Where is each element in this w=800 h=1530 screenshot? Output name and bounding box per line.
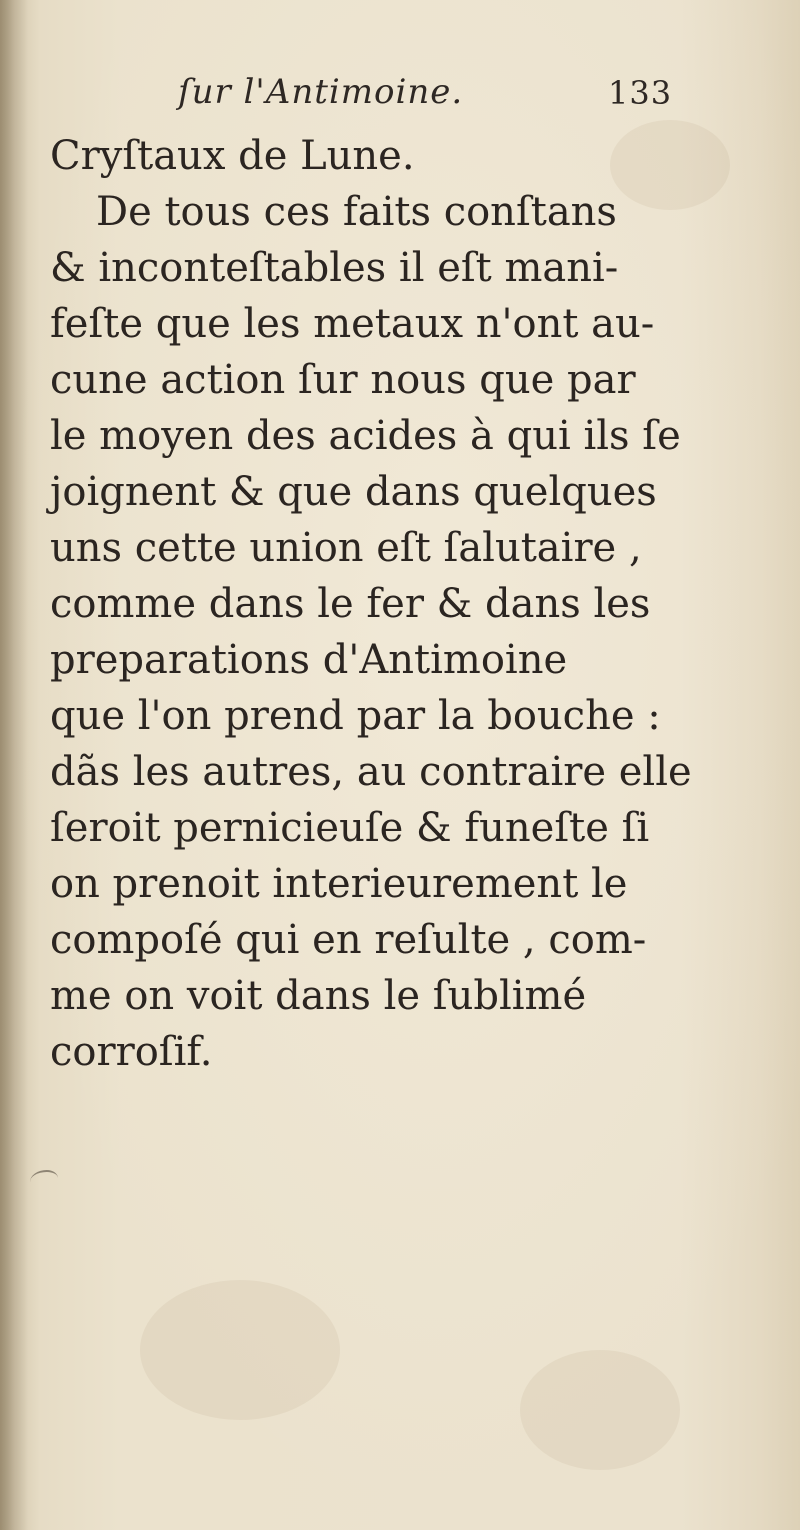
text-line: joignent & que dans quelques [50, 469, 657, 515]
page-number: 133 [608, 74, 673, 112]
paper-stain [140, 1280, 340, 1420]
paper-stain [520, 1350, 680, 1470]
text-line: uns cette union eſt ſalutaire , [50, 525, 642, 571]
text-line: corroſif. [50, 1029, 213, 1075]
text-line: me on voit dans le ſublimé [50, 973, 587, 1019]
gutter-shadow [0, 0, 28, 1530]
body-text [50, 128, 730, 1080]
text-line: le moyen des acides à qui ils ſe [50, 413, 681, 459]
ink-mark [30, 1170, 58, 1190]
text-line: comme dans le fer & dans les [50, 581, 651, 627]
page-header [0, 72, 800, 122]
text-line: compoſé qui en reſulte , com- [50, 917, 647, 963]
text-line: preparations d'Antimoine [50, 637, 568, 683]
text-line: & inconteſtables il eſt mani- [50, 245, 619, 291]
text-line: De tous ces faits conſtans [96, 189, 617, 235]
text-line: Cryſtaux de Lune. [50, 133, 415, 179]
text-line: ſeroit pernicieuſe & funeſte ſi [50, 805, 650, 851]
text-line: que l'on prend par la bouche : [50, 693, 661, 739]
running-title: ſur l'Antimoine. [178, 72, 464, 112]
text-line: on prenoit interieurement le [50, 861, 628, 907]
text-line: cune action ſur nous que par [50, 357, 636, 403]
text-line: dãs les autres, au contraire elle [50, 749, 692, 795]
text-line: feſte que les metaux n'ont au- [50, 301, 655, 347]
